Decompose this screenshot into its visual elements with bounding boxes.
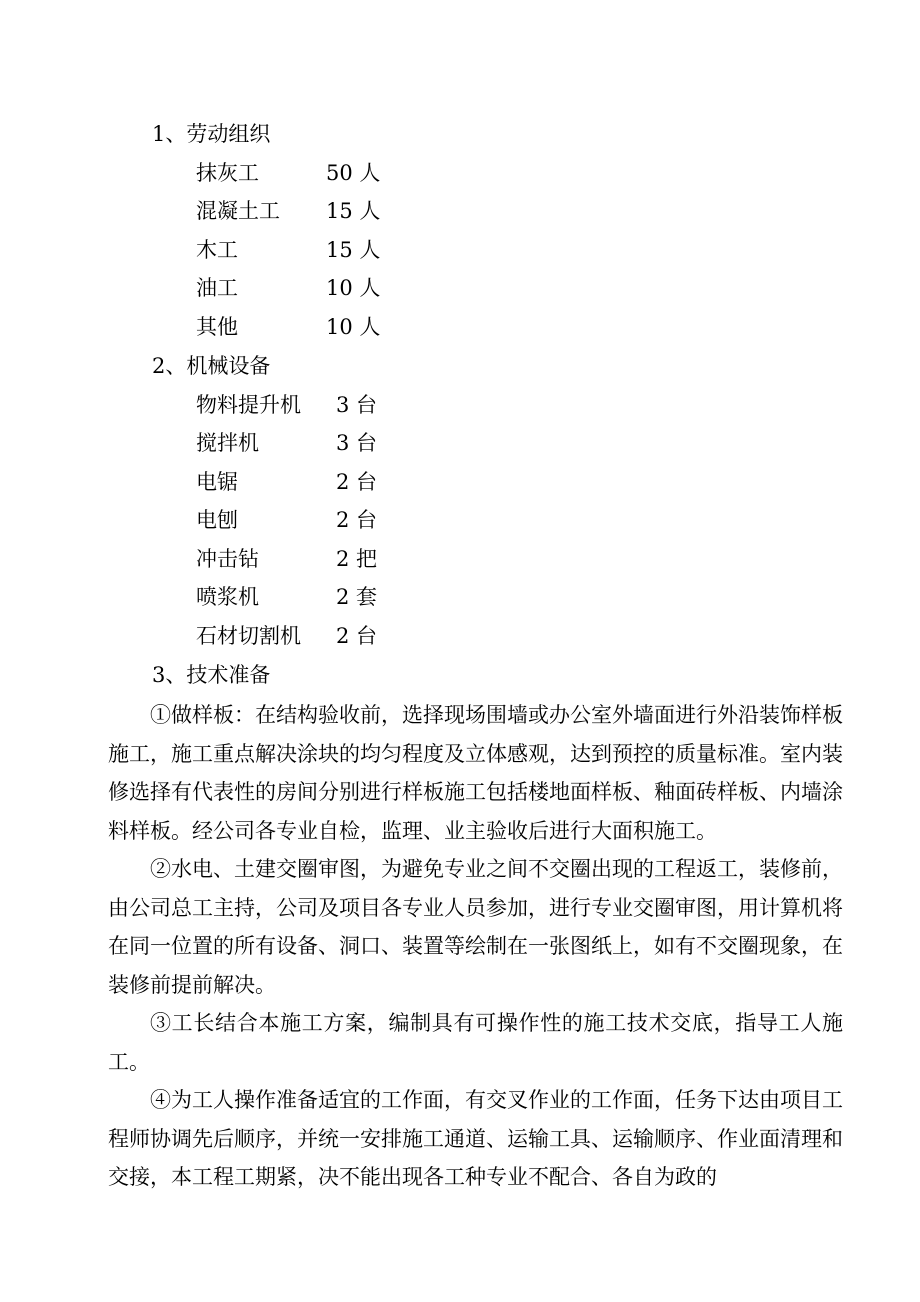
labor-count: 15 人: [326, 199, 381, 223]
labor-count: 15 人: [326, 238, 381, 262]
labor-count: 10 人: [326, 276, 381, 300]
equipment-heading: 2、机械设备: [152, 354, 271, 378]
equipment-count: 3 台: [336, 431, 378, 455]
tech-paragraph: ①做样板：在结构验收前，选择现场围墙或办公室外墙面进行外沿装饰样板施工，施工重点解决涂块的均匀程度及立体感观，达到预控的质量标准。室内装修选择有代表性的房间分别进行样板施工包括楼地面样板、釉面砖样板、内墙涂料样板。经公司各专业自检，监理、业主验收后进行大面积施工。: [108, 703, 843, 843]
equipment-count: 3 台: [336, 393, 378, 417]
labor-name: 混凝土工: [196, 199, 280, 223]
equipment-count: 2 台: [336, 508, 378, 532]
equipment-name: 喷浆机: [196, 585, 259, 609]
equipment-count: 2 台: [336, 470, 378, 494]
equipment-count: 2 台: [336, 624, 378, 648]
tech-paragraph: ③工长结合本施工方案，编制具有可操作性的施工技术交底，指导工人施工。: [108, 1011, 843, 1074]
equipment-count: 2 把: [336, 547, 378, 571]
labor-heading: 1、劳动组织: [152, 122, 271, 146]
labor-count: 10 人: [326, 315, 381, 339]
tech-heading: 3、技术准备: [152, 663, 271, 687]
labor-name: 油工: [196, 276, 238, 300]
equipment-name: 电锯: [196, 470, 238, 494]
labor-name: 其他: [196, 315, 238, 339]
equipment-name: 搅拌机: [196, 431, 259, 455]
equipment-name: 电刨: [196, 508, 238, 532]
equipment-name: 石材切割机: [196, 624, 301, 648]
tech-paragraph: ②水电、土建交圈审图，为避免专业之间不交圈出现的工程返工，装修前，由公司总工主持，公司及项目各专业人员参加，进行专业交圈审图，用计算机将在同一位置的所有设备、洞口、装置等绘制在一张图纸上，如有不交圈现象，在装修前提前解决。: [108, 857, 843, 997]
labor-name: 木工: [196, 238, 238, 262]
equipment-name: 冲击钻: [196, 547, 259, 571]
equipment-name: 物料提升机: [196, 393, 301, 417]
labor-count: 50 人: [326, 161, 381, 185]
labor-name: 抹灰工: [196, 161, 259, 185]
equipment-count: 2 套: [336, 585, 378, 609]
tech-paragraph: ④为工人操作准备适宜的工作面，有交叉作业的工作面，任务下达由项目工程师协调先后顺序，并统一安排施工通道、运输工具、运输顺序、作业面清理和交接，本工程工期紧，决不能出现各工种专业不配合、各自为政的: [108, 1088, 843, 1190]
